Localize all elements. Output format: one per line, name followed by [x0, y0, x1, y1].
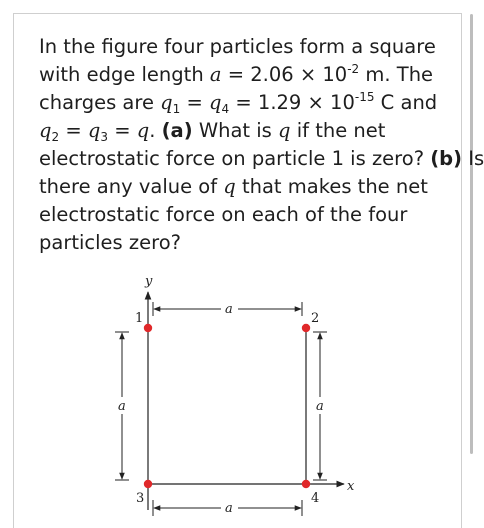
- problem-line-6: [39, 173, 449, 201]
- charge-variable: q: [160, 91, 173, 114]
- subscript: 2: [51, 130, 60, 144]
- problem-text: [39, 33, 484, 257]
- particle-3-label: 3: [136, 491, 145, 506]
- problem-text-segment: particles zero?: [39, 231, 182, 254]
- part-b-label: (b): [430, 147, 463, 170]
- problem-text-segment: Is: [462, 147, 484, 170]
- problem-text-segment: In the figure four particles form a square: [39, 35, 436, 58]
- charge-variable: q: [87, 119, 101, 142]
- problem-text-segment: .: [149, 119, 162, 142]
- problem-text-segment: there any value of: [39, 175, 224, 198]
- problem-text-segment: charges are: [39, 91, 161, 114]
- bottom-edge-label: a: [225, 501, 233, 516]
- charge-variable: q: [223, 175, 236, 198]
- problem-text-segment: electrostatic force on particle 1 is zero?: [39, 147, 425, 170]
- exponent: -15: [354, 90, 375, 104]
- subscript: 1: [172, 102, 181, 116]
- problem-line-2: [39, 61, 449, 89]
- problem-text-segment: = 1.29 × 10: [229, 91, 355, 114]
- scrollbar[interactable]: [470, 14, 473, 454]
- charge-variable: q: [39, 119, 52, 142]
- exponent: -2: [347, 62, 360, 76]
- part-a-label: (a): [161, 119, 193, 142]
- problem-text-segment: =: [180, 91, 210, 114]
- subscript: 3: [100, 130, 108, 144]
- problem-text-segment: What is: [192, 119, 279, 142]
- charge-variable: q: [278, 119, 291, 142]
- charge-variable: q: [209, 91, 222, 114]
- problem-text-segment: C and: [374, 91, 438, 114]
- problem-text-segment: electrostatic force on each of the four: [39, 203, 408, 226]
- diagram-svg: [100, 270, 380, 528]
- problem-line-3: [39, 89, 449, 117]
- problem-text-segment: =: [59, 119, 88, 142]
- subscript: 4: [221, 102, 230, 116]
- right-edge-label: a: [316, 399, 324, 414]
- x-axis-label: x: [347, 479, 355, 494]
- problem-line-4: [39, 117, 449, 145]
- problem-text-segment: = 2.06 × 10: [221, 63, 348, 86]
- particle-2: [302, 324, 310, 332]
- problem-text-segment: =: [108, 119, 137, 142]
- particle-1: [144, 324, 152, 332]
- problem-text-segment: that makes the net: [235, 175, 428, 198]
- problem-line-7: [39, 201, 449, 229]
- left-edge-label: a: [118, 399, 126, 414]
- particle-4-label: 4: [311, 491, 320, 506]
- problem-line-1: [39, 33, 449, 61]
- particle-4: [302, 480, 310, 488]
- y-axis-label: y: [145, 274, 153, 289]
- problem-line-8: [39, 229, 449, 257]
- problem-text-segment: if the net: [290, 119, 386, 142]
- particle-2-label: 2: [311, 311, 320, 326]
- top-edge-label: a: [225, 302, 233, 317]
- problem-text-segment: m. The: [359, 63, 434, 86]
- problem-line-5: [39, 145, 484, 173]
- particle-3: [144, 480, 152, 488]
- charge-variable: q: [136, 119, 150, 142]
- problem-text-segment: with edge length: [39, 63, 210, 86]
- particle-1-label: 1: [135, 311, 144, 326]
- square-charge-diagram: [100, 270, 380, 528]
- edge-length-variable: a: [209, 63, 222, 86]
